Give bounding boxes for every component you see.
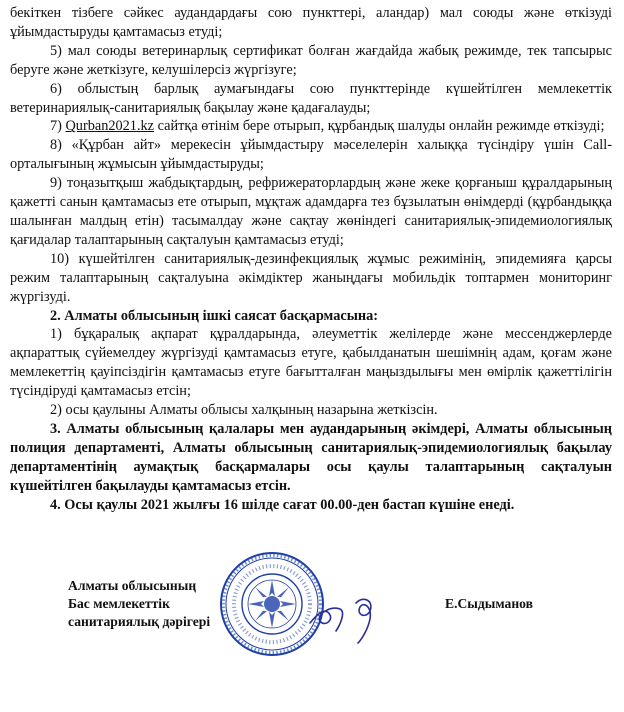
paragraph-item-10: 10) күшейтілген санитариялық-дезинфекциялық жұмыс режимінің, эпидемияға қарсы режим талаптарының сақталуына әкімдіктер жаныңдағы мобильдік топтармен мониторинг жүргізуді. — [10, 250, 612, 305]
signatory-title — [68, 577, 210, 631]
section-2-heading: 2. Алматы облысының ішкі саясат басқармасына: — [50, 307, 378, 324]
signatory-name: Е.Сыдыманов — [445, 596, 533, 611]
section-3: 3. Алматы облысының қалалары мен аудандарының әкімдері, Алматы облысының полиция департаменті, Алматы облысының санитариялық-эпидемиологиялық бақылау департаментінің аумақтық басқармалары осы қаулы талаптарының сақталуын күшейтілген бақылауды қамтамасыз етсін. — [10, 420, 612, 494]
paragraph-item-5: 5) мал союды ветеринарлық сертификат болған жағдайда жабық режимде, тек тапсырыс беруге және жеткізуге, келушілерсіз жүргізуге; — [10, 42, 612, 78]
paragraph-item-9: 9) тоңазытқыш жабдықтардың, рефрижераторлардың және жеке қорғаныш құралдарының қажетті санын қамтамасыз ете отырып, мұқтаж адамдарға тез бұзылатын өнімдерді (құрбандыққа шалынған малдың етін) тасымалдау және сақтау жөніндегі санитариялық-эпидемиологиялық қағидалар талаптарының сақталуын қамтамасыз етуді; — [10, 175, 612, 248]
qurban-site-link[interactable]: Qurban2021.kz — [65, 118, 155, 135]
paragraph-item-6: 6) облыстың барлық аумағындағы сою пункттерінде күшейтілген мемлекеттік ветеринариялық-санитариялық бақылау және қадағалауды; — [10, 80, 612, 116]
section-2-item-1: 1) бұқаралық ақпарат құралдарында, әлеуметтік желілерде және мессенджерлерде ақпараттық сүйемелдеу жүргізуді қамтамасыз етуге, қабылданатын шешімнің адам, қоғам және мемлекеттің қауіпсіздігін қамтамасыз етуге бағытталған маңыздылығы мен өмірлік қажеттілігін түсіндіруді қамтамасыз етсін; — [10, 326, 612, 400]
handwritten-signature — [300, 585, 390, 645]
paragraph-item-7 — [10, 117, 612, 136]
paragraph-item-8: 8) «Құрбан айт» мерекесін ұйымдастыру мәселелерін халыққа түсіндіру үшін Call-орталығының жұмысын ұйымдастыруды; — [10, 137, 612, 173]
signatory-title-line-1: Алматы облысының — [68, 578, 197, 593]
item-7-suffix: сайтқа өтінім бере отырып, құрбандық шалуды онлайн режимде өткізуді; — [154, 118, 605, 135]
document-body — [10, 4, 612, 514]
paragraph-continuation: бекіткен тізбеге сәйкес аудандардағы сою пункттері, аландар) мал союды және өткізуді ұйымдастыруды қамтамасыз етуді; — [10, 5, 612, 40]
item-7-prefix: 7) — [50, 118, 66, 135]
signatory-title-line-3: санитариялық дәрігері — [68, 614, 211, 629]
section-2-item-2: 2) осы қаулыны Алматы облысы халқының назарына жеткізсін. — [50, 402, 438, 419]
signatory-title-line-2: Бас мемлекеттік — [68, 596, 170, 611]
section-4: 4. Осы қаулы 2021 жылғы 16 шілде сағат 00.00-ден бастап күшіне енеді. — [50, 496, 515, 513]
